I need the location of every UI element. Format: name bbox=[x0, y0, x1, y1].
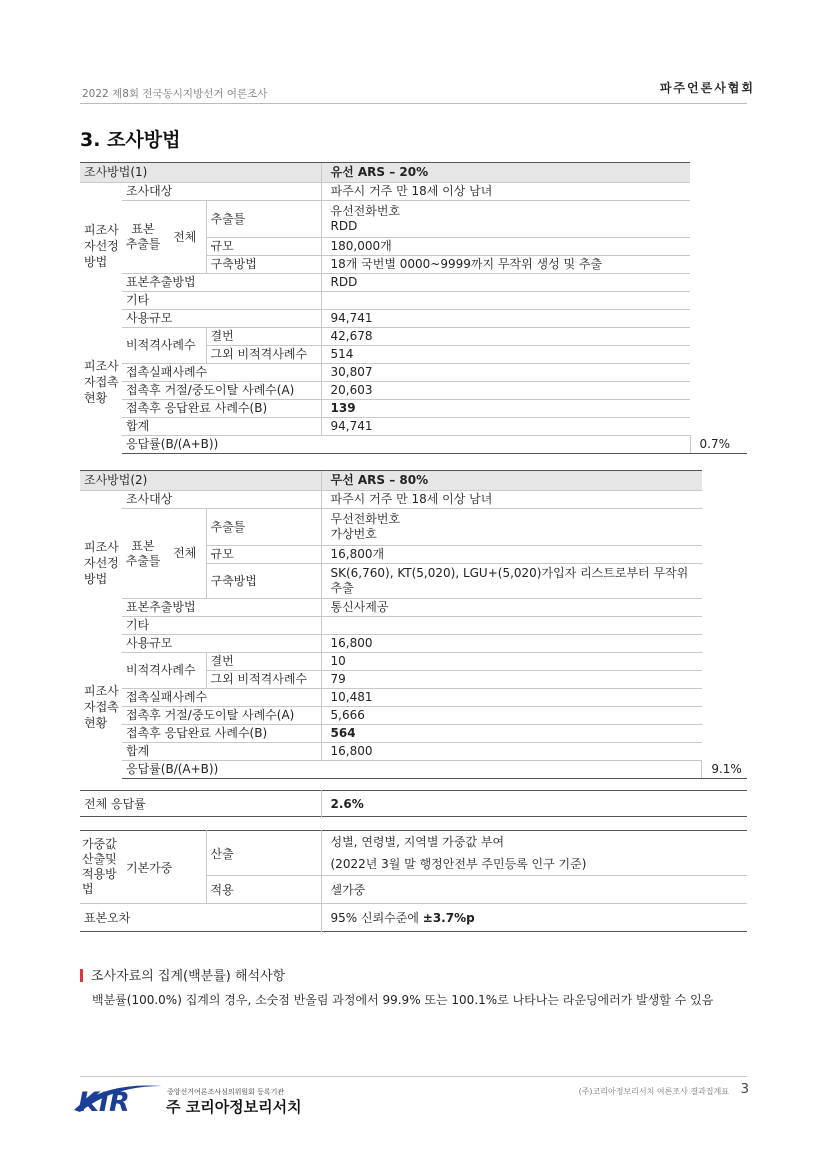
sample-frame-label: 표본 추출틀 bbox=[122, 201, 164, 274]
rate-value: 9.1% bbox=[702, 761, 747, 779]
method-value: 유선 ARS – 20% bbox=[321, 163, 690, 183]
note-title: 조사자료의 집계(백분률) 해석사항 bbox=[91, 969, 286, 984]
other-label: 그외 비적격사례수 bbox=[206, 346, 321, 364]
weights-group-label: 가중값 산출및 적용방 법 bbox=[80, 831, 122, 904]
fail-label: 접촉실패사례수 bbox=[122, 364, 321, 382]
missing-label: 결번 bbox=[206, 328, 321, 346]
other-value: 79 bbox=[321, 671, 702, 689]
sampling-value: 통신사제공 bbox=[321, 599, 702, 617]
target-label: 조사대상 bbox=[122, 183, 321, 201]
rate-label: 응답률(B/(A+B)) bbox=[122, 436, 690, 454]
apply-label: 적용 bbox=[206, 876, 321, 904]
used-label: 사용규모 bbox=[122, 310, 321, 328]
calc-label: 산출 bbox=[206, 831, 321, 876]
fail-value: 10,481 bbox=[321, 689, 702, 707]
missing-value: 42,678 bbox=[321, 328, 690, 346]
company-name: 주 코리아정보리서치 bbox=[166, 1098, 302, 1116]
scale-value: 16,800개 bbox=[321, 546, 702, 564]
section-title: 3. 조사방법 bbox=[80, 129, 181, 151]
nonelig-label: 비적격사례수 bbox=[122, 328, 206, 364]
refuse-label: 접촉후 거절/중도이탈 사례수(A) bbox=[122, 382, 321, 400]
error-prefix: 95% 신뢰수준에 bbox=[330, 911, 423, 925]
extract-label: 추출틀 bbox=[206, 201, 321, 238]
used-label: 사용규모 bbox=[122, 635, 321, 653]
all-label: 전체 bbox=[164, 201, 206, 274]
footer-right-text: (주)코리아정보리서치 여론조사 결과집계표 bbox=[578, 1087, 729, 1096]
error-value: ±3.7%p bbox=[422, 911, 475, 925]
error-label: 표본오차 bbox=[84, 911, 131, 925]
group-contact-label: 피조사 자접촉 현황 bbox=[84, 358, 119, 405]
kir-logo-icon bbox=[72, 1080, 164, 1116]
used-value: 94,741 bbox=[321, 310, 690, 328]
build-label: 구축방법 bbox=[206, 564, 321, 599]
fail-label: 접촉실패사례수 bbox=[122, 689, 321, 707]
build-value: 18개 국번별 0000~9999까지 무작위 생성 및 추출 bbox=[321, 256, 690, 274]
sampling-label: 표본추출방법 bbox=[122, 599, 321, 617]
build-value: SK(6,760), KT(5,020), LGU+(5,020)가입자 리스트로부터 무작위 추출 bbox=[321, 564, 702, 599]
method-label: 조사방법(2) bbox=[80, 471, 321, 491]
logo-text: KIR bbox=[78, 1087, 130, 1116]
etc-label: 기타 bbox=[122, 617, 321, 635]
etc-value bbox=[321, 292, 690, 310]
target-value: 파주시 거주 만 18세 이상 남녀 bbox=[321, 491, 702, 509]
header-right-brand: 파주언론사협회 bbox=[659, 81, 755, 95]
overall-label: 전체 응답률 bbox=[84, 797, 146, 811]
red-bullet-icon bbox=[80, 969, 83, 982]
sampling-label: 표본추출방법 bbox=[122, 274, 321, 292]
all-label: 전체 bbox=[164, 509, 206, 599]
logo-subtitle: 중앙선거여론조사심의위원회 등록기관 bbox=[167, 1088, 285, 1096]
basic-weight-label: 기본가중 bbox=[122, 831, 206, 904]
overall-rate-table bbox=[80, 790, 747, 817]
etc-value bbox=[321, 617, 702, 635]
refuse-value: 20,603 bbox=[321, 382, 690, 400]
rate-value: 0.7% bbox=[690, 436, 747, 454]
note-body: 백분률(100.0%) 집계의 경우, 소숫점 반올림 과정에서 99.9% 또는 100.1%로 나타나는 라운딩에러가 발생할 수 있음 bbox=[92, 993, 714, 1007]
total-value: 16,800 bbox=[321, 743, 702, 761]
complete-label: 접촉후 응답완료 사례수(B) bbox=[122, 725, 321, 743]
target-label: 조사대상 bbox=[122, 491, 321, 509]
scale-value: 180,000개 bbox=[321, 238, 690, 256]
sample-frame-label: 표본 추출틀 bbox=[122, 509, 164, 599]
overall-value: 2.6% bbox=[321, 791, 747, 817]
other-value: 514 bbox=[321, 346, 690, 364]
complete-label: 접촉후 응답완료 사례수(B) bbox=[122, 400, 321, 418]
calc-value-line2: (2022년 3월 말 행정안전부 주민등록 인구 기준) bbox=[330, 857, 587, 871]
missing-label: 결번 bbox=[206, 653, 321, 671]
header-divider bbox=[80, 103, 747, 104]
footer-divider bbox=[80, 1076, 747, 1077]
header-left: 2022 제8회 전국동시지방선거 여론조사 bbox=[82, 88, 268, 100]
wireless-method-table bbox=[80, 470, 747, 779]
note-heading bbox=[80, 965, 285, 984]
wired-method-table bbox=[80, 162, 747, 454]
method-label: 조사방법(1) bbox=[80, 163, 321, 183]
sampling-value: RDD bbox=[321, 274, 690, 292]
page-number: 3 bbox=[740, 1082, 749, 1097]
extract-value: 유선전화번호 RDD bbox=[321, 201, 690, 238]
complete-value: 139 bbox=[321, 400, 690, 418]
total-value: 94,741 bbox=[321, 418, 690, 436]
target-value: 파주시 거주 만 18세 이상 남녀 bbox=[321, 183, 690, 201]
weights-table bbox=[80, 830, 747, 932]
rate-label: 응답률(B/(A+B)) bbox=[122, 761, 702, 779]
group-frame-label: 피조사 자선정 방법 bbox=[84, 223, 119, 270]
extract-label: 추출틀 bbox=[206, 509, 321, 546]
kir-logo bbox=[72, 1080, 164, 1120]
nonelig-label: 비적격사례수 bbox=[122, 653, 206, 689]
apply-value: 셀가중 bbox=[321, 876, 747, 904]
group-contact-label: 피조사 자접촉 현황 bbox=[84, 683, 119, 730]
total-label: 합계 bbox=[122, 743, 321, 761]
total-label: 합계 bbox=[122, 418, 321, 436]
calc-value-line1: 성별, 연령별, 지역별 가중값 부여 bbox=[330, 835, 505, 849]
complete-value: 564 bbox=[321, 725, 702, 743]
used-value: 16,800 bbox=[321, 635, 702, 653]
scale-label: 규모 bbox=[206, 238, 321, 256]
refuse-label: 접촉후 거절/중도이탈 사례수(A) bbox=[122, 707, 321, 725]
extract-value: 무선전화번호 가상번호 bbox=[321, 509, 702, 546]
other-label: 그외 비적격사례수 bbox=[206, 671, 321, 689]
missing-value: 10 bbox=[321, 653, 702, 671]
scale-label: 규모 bbox=[206, 546, 321, 564]
method-value: 무선 ARS – 80% bbox=[321, 471, 702, 491]
build-label: 구축방법 bbox=[206, 256, 321, 274]
fail-value: 30,807 bbox=[321, 364, 690, 382]
etc-label: 기타 bbox=[122, 292, 321, 310]
group-frame-label: 피조사 자선정 방법 bbox=[84, 539, 119, 586]
refuse-value: 5,666 bbox=[321, 707, 702, 725]
